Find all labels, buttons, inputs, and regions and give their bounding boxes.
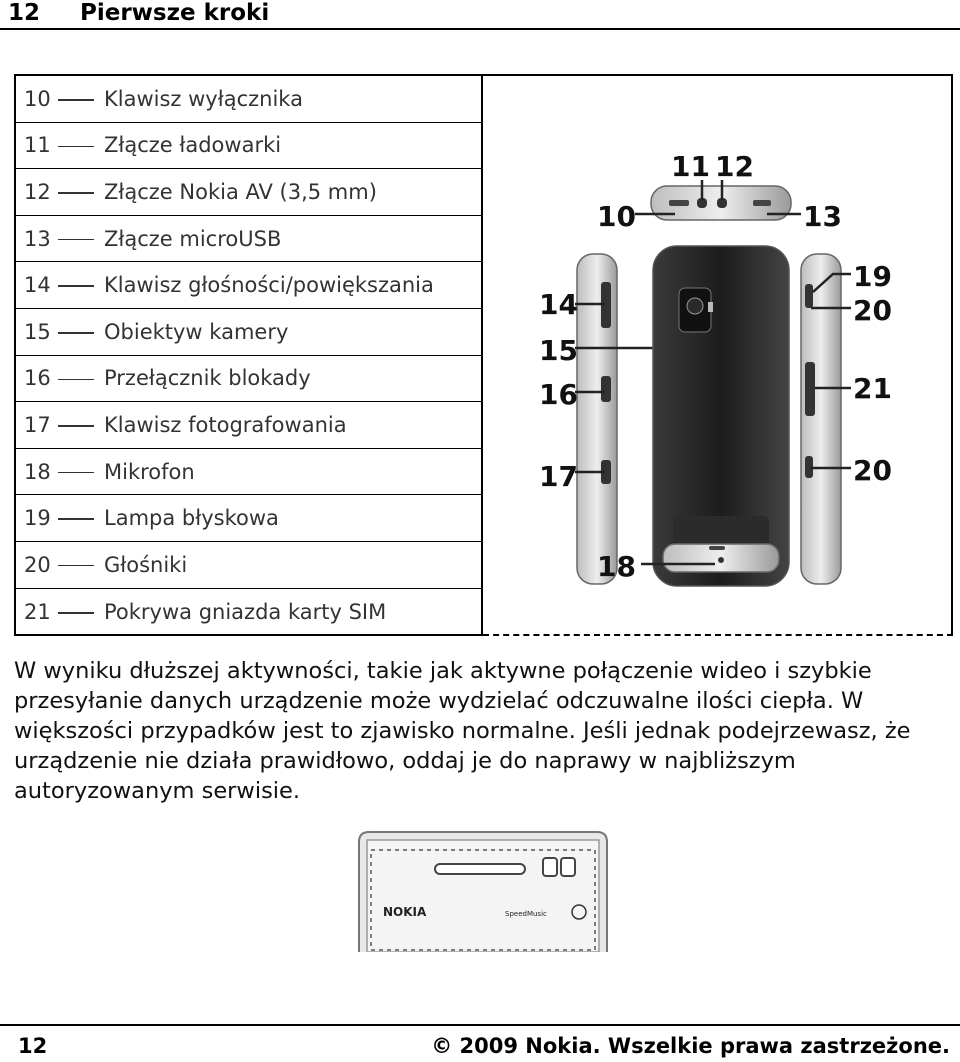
legend-dash [58,612,94,614]
legend-number: 10 [24,86,51,111]
legend-dash [58,285,94,287]
legend-number: 13 [24,226,51,251]
callout-12: 12 [715,150,754,183]
legend-label: Klawisz wyłącznika [104,86,303,111]
legend-label: Klawisz głośności/powiększania [104,273,434,298]
legend-dash [58,518,94,520]
legend-label: Głośniki [104,552,188,577]
legend-label: Złącze ładowarki [104,133,282,158]
legend-number: 11 [24,133,51,158]
phone-parts-illustration [483,76,949,634]
phone-front-illustration [355,828,611,956]
legend-item [16,402,481,449]
legend-label: Pokrywa gniazda karty SIM [104,599,387,624]
legend-label: Lampa błyskowa [104,506,279,531]
footer-copyright: © 2009 Nokia. Wszelkie prawa zastrzeżone. [431,1034,950,1058]
legend-label: Złącze microUSB [104,226,282,251]
legend-dash [58,146,94,148]
legend-dash [58,565,94,567]
phone-right-side [801,254,841,584]
legend-item [16,76,481,123]
paragraph-line: przesyłanie danych urządzenie może wydzielać odczuwalne ilości ciepła. W [14,688,864,714]
phone-bottom-edge [663,544,779,572]
legend-item [16,589,481,636]
paragraph-line: większości przypadków jest to zjawisko normalne. Jeśli jednak podejrzewasz, że [14,718,911,744]
legend-item [16,216,481,263]
page-footer [0,1024,960,1062]
legend-label: Złącze Nokia AV (3,5 mm) [104,179,377,204]
legend-number: 15 [24,319,51,344]
legend-item [16,542,481,589]
callout-20-top: 20 [853,294,892,327]
legend-item [16,262,481,309]
callout-15: 15 [539,334,578,367]
callout-17: 17 [539,460,578,493]
legend-number: 12 [24,179,51,204]
page-header [0,0,960,30]
legend-number: 21 [24,599,51,624]
legend-dash [58,239,94,241]
legend-dash [58,425,94,427]
legend-dash [58,472,94,474]
legend-item [16,123,481,170]
legend-number: 14 [24,273,51,298]
legend-item [16,169,481,216]
legend-number: 20 [24,552,51,577]
callout-11: 11 [671,150,710,183]
paragraph-line: W wyniku dłuższej aktywności, takie jak aktywne połączenie wideo i szybkie [14,658,872,684]
callout-16: 16 [539,378,578,411]
heat-warning-paragraph [14,656,949,806]
callout-20-bottom: 20 [853,454,892,487]
paragraph-line: urządzenie nie działa prawidłowo, oddaj je do naprawy w najbliższym [14,748,796,774]
footer-page-number: 12 [18,1034,48,1058]
callout-18: 18 [597,550,636,583]
callout-19: 19 [853,260,892,293]
legend-number: 18 [24,459,51,484]
legend-number: 17 [24,412,51,437]
callout-10: 10 [597,200,636,233]
legend-item [16,495,481,542]
legend-item [16,309,481,356]
legend-number: 16 [24,366,51,391]
legend-label: Obiektyw kamery [104,319,289,344]
legend-dash [58,332,94,334]
callout-13: 13 [803,200,842,233]
legend-item [16,449,481,496]
legend-label: Przełącznik blokady [104,366,311,391]
phone-back-view [653,246,789,586]
legend-label: Klawisz fotografowania [104,412,347,437]
phone-parts-figure [483,74,953,636]
legend-number: 19 [24,506,51,531]
header-page-number: 12 [8,0,41,26]
legend-dash [58,379,94,381]
paragraph-line: autoryzowanym serwisie. [14,778,301,804]
legend-label: Mikrofon [104,459,195,484]
callout-14: 14 [539,288,578,321]
legend-dash [58,99,94,101]
callout-21: 21 [853,372,892,405]
legend-dash [58,192,94,194]
phone-brand-text: NOKIA [383,905,427,919]
phone-speaker-mark: SpeedMusic [505,910,547,918]
parts-legend-table [14,74,483,636]
legend-item [16,356,481,403]
phone-front-svg [355,828,611,952]
header-title: Pierwsze kroki [80,0,270,26]
